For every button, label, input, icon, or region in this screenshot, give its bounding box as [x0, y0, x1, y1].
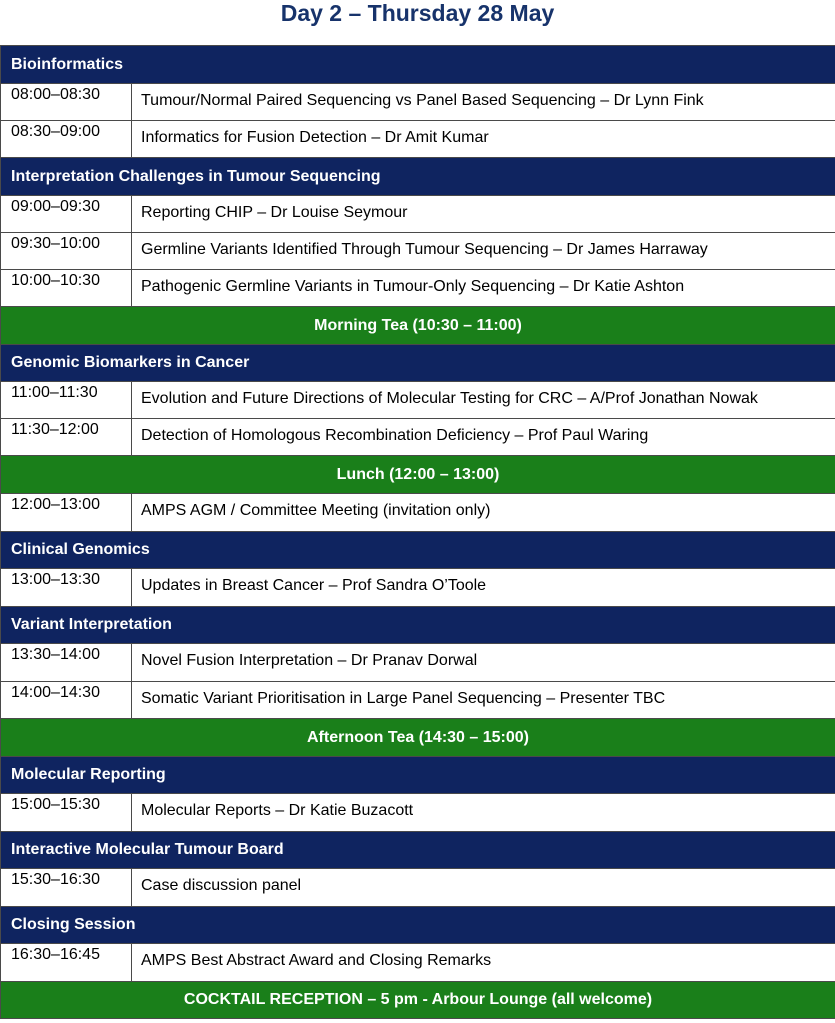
- session-time: 09:30–10:00: [1, 233, 132, 270]
- section-title: Clinical Genomics: [1, 532, 835, 569]
- section-header-row: [1, 46, 835, 84]
- session-talk: Novel Fusion Interpretation – Dr Pranav Dorwal: [132, 644, 835, 682]
- section-header-row: [1, 907, 835, 944]
- break-row: [1, 456, 835, 494]
- program-table: [0, 45, 835, 1019]
- break-row: [1, 982, 835, 1019]
- session-talk: AMPS Best Abstract Award and Closing Remarks: [132, 944, 835, 982]
- session-row: [1, 494, 835, 532]
- session-time: 11:30–12:00: [1, 419, 132, 456]
- session-time: 09:00–09:30: [1, 196, 132, 233]
- session-row: [1, 944, 835, 982]
- session-row: [1, 869, 835, 907]
- session-row: [1, 382, 835, 419]
- section-title: Bioinformatics: [1, 46, 835, 84]
- session-row: [1, 84, 835, 121]
- session-row: [1, 569, 835, 607]
- section-title: Closing Session: [1, 907, 835, 944]
- session-talk: Tumour/Normal Paired Sequencing vs Panel Based Sequencing – Dr Lynn Fink: [132, 84, 835, 121]
- break-title: Lunch (12:00 – 13:00): [1, 456, 835, 494]
- session-time: 08:00–08:30: [1, 84, 132, 121]
- session-time: 15:00–15:30: [1, 794, 132, 832]
- break-title: COCKTAIL RECEPTION – 5 pm - Arbour Lounge (all welcome): [1, 982, 835, 1019]
- break-title: Morning Tea (10:30 – 11:00): [1, 307, 835, 345]
- section-title: Genomic Biomarkers in Cancer: [1, 345, 835, 382]
- session-time: 10:00–10:30: [1, 270, 132, 307]
- section-title: Variant Interpretation: [1, 607, 835, 644]
- page-title: Day 2 – Thursday 28 May: [280, 0, 555, 26]
- session-time: 13:30–14:00: [1, 644, 132, 682]
- session-talk: Somatic Variant Prioritisation in Large Panel Sequencing – Presenter TBC: [132, 682, 835, 719]
- session-talk: Case discussion panel: [132, 869, 835, 907]
- section-header-row: [1, 607, 835, 644]
- session-row: [1, 794, 835, 832]
- break-row: [1, 307, 835, 345]
- session-talk: Germline Variants Identified Through Tumour Sequencing – Dr James Harraway: [132, 233, 835, 270]
- session-row: [1, 196, 835, 233]
- section-header-row: [1, 832, 835, 869]
- session-time: 13:00–13:30: [1, 569, 132, 607]
- section-header-row: [1, 345, 835, 382]
- session-time: 12:00–13:00: [1, 494, 132, 532]
- session-talk: Molecular Reports – Dr Katie Buzacott: [132, 794, 835, 832]
- session-row: [1, 121, 835, 158]
- session-row: [1, 233, 835, 270]
- session-time: 15:30–16:30: [1, 869, 132, 907]
- break-row: [1, 719, 835, 757]
- session-time: 16:30–16:45: [1, 944, 132, 982]
- session-talk: Reporting CHIP – Dr Louise Seymour: [132, 196, 835, 233]
- session-talk: Informatics for Fusion Detection – Dr Amit Kumar: [132, 121, 835, 158]
- session-talk: Evolution and Future Directions of Molecular Testing for CRC – A/Prof Jonathan Nowak: [132, 382, 835, 419]
- section-title: Interactive Molecular Tumour Board: [1, 832, 835, 869]
- session-talk: AMPS AGM / Committee Meeting (invitation only): [132, 494, 835, 532]
- session-time: 08:30–09:00: [1, 121, 132, 158]
- session-time: 11:00–11:30: [1, 382, 132, 419]
- section-header-row: [1, 158, 835, 196]
- session-row: [1, 644, 835, 682]
- session-talk: Updates in Breast Cancer – Prof Sandra O’Toole: [132, 569, 835, 607]
- session-row: [1, 270, 835, 307]
- session-row: [1, 682, 835, 719]
- break-title: Afternoon Tea (14:30 – 15:00): [1, 719, 835, 757]
- session-talk: Detection of Homologous Recombination Deficiency – Prof Paul Waring: [132, 419, 835, 456]
- section-title: Molecular Reporting: [1, 757, 835, 794]
- session-row: [1, 419, 835, 456]
- session-time: 14:00–14:30: [1, 682, 132, 719]
- session-talk: Pathogenic Germline Variants in Tumour-Only Sequencing – Dr Katie Ashton: [132, 270, 835, 307]
- section-header-row: [1, 532, 835, 569]
- section-header-row: [1, 757, 835, 794]
- section-title: Interpretation Challenges in Tumour Sequencing: [1, 158, 835, 196]
